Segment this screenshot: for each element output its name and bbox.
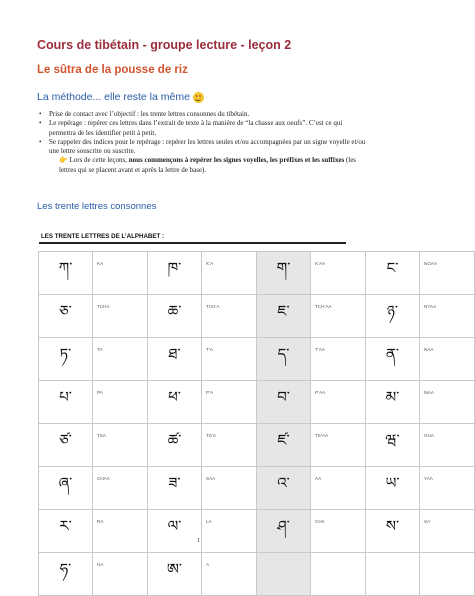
transliteration-cell: T’A (202, 338, 257, 381)
smiley-icon (193, 92, 204, 103)
transliteration-cell: TCHA (93, 295, 148, 338)
tibetan-letter-cell: ཇ་ (257, 295, 311, 338)
table-row (39, 252, 475, 295)
table-row (39, 295, 475, 338)
tibetan-letter-cell: ཅ་ (39, 295, 93, 338)
tibetan-letter-cell: ཛ་ (257, 424, 311, 467)
transliteration-cell: NGAA (420, 252, 475, 295)
table-row (39, 381, 475, 424)
transliteration-cell: NYAA (420, 295, 475, 338)
tibetan-letter-cell: ཧ་ (39, 553, 93, 596)
transliteration-cell: CHA (311, 510, 366, 553)
tibetan-letter-cell: ང་ (366, 252, 420, 295)
section-subtitle: Le sûtra de la pousse de riz (37, 64, 188, 76)
transliteration-cell: OUA (420, 424, 475, 467)
tibetan-letter-cell: ཨ་ (148, 553, 202, 596)
table-row (39, 553, 475, 596)
table-row (39, 467, 475, 510)
transliteration-cell: K’AA (311, 252, 366, 295)
tibetan-letter-cell: ན་ (366, 338, 420, 381)
tibetan-letter-cell: ཁ་ (148, 252, 202, 295)
transliteration-cell: K’A (202, 252, 257, 295)
tibetan-letter-cell: ཀ་ (39, 252, 93, 295)
transliteration-cell: TA (93, 338, 148, 381)
transliteration-cell (311, 553, 366, 596)
alphabet-table (38, 251, 475, 596)
table-row (39, 338, 475, 381)
tibetan-letter-cell: ཝ་ (366, 424, 420, 467)
tibetan-letter-cell: ཟ་ (148, 467, 202, 510)
tibetan-letter-cell: ར་ (39, 510, 93, 553)
tibetan-letter-cell: ས་ (366, 510, 420, 553)
note-text-bold: nous commençons à repérer les signes voyelles, les préfixes et les suffixes (128, 156, 345, 165)
bullet-item: • Prise de contact avec l’objectif : les trente lettres consonnes du tibétain. (37, 110, 367, 119)
tibetan-letter-cell (257, 553, 311, 596)
transliteration-cell: CHAA (93, 467, 148, 510)
table-row (39, 424, 475, 467)
transliteration-cell: P’AA (311, 381, 366, 424)
tibetan-letter-cell: ལ་ (148, 510, 202, 553)
tibetan-letter-cell: ཕ་ (148, 381, 202, 424)
tibetan-letter-cell: ཙ་ (39, 424, 93, 467)
lesson-note (37, 156, 367, 175)
table-title-rule (39, 242, 346, 244)
transliteration-cell: SA (420, 510, 475, 553)
transliteration-cell: YAA (420, 467, 475, 510)
tibetan-letter-cell: མ་ (366, 381, 420, 424)
transliteration-cell: KA (93, 252, 148, 295)
transliteration-cell: SAA (202, 467, 257, 510)
method-heading-text: La méthode... elle reste la même (37, 91, 190, 103)
note-text-start: Lors de cette leçons, (67, 156, 129, 165)
page-number: 1 (197, 538, 200, 544)
transliteration-cell: RA (93, 510, 148, 553)
consonants-heading: Les trente lettres consonnes (37, 201, 157, 212)
tibetan-letter-cell: ཐ་ (148, 338, 202, 381)
table-row (39, 510, 475, 553)
method-heading (37, 91, 204, 103)
tibetan-letter-cell (366, 553, 420, 596)
tibetan-letter-cell: ག་ (257, 252, 311, 295)
transliteration-cell: TCH’A (202, 295, 257, 338)
tibetan-letter-cell: ད་ (257, 338, 311, 381)
tibetan-letter-cell: འ་ (257, 467, 311, 510)
table-title: LES TRENTE LETTRES DE L’ALPHABET : (41, 233, 165, 240)
transliteration-cell: NAA (420, 338, 475, 381)
transliteration-cell: TS’A (202, 424, 257, 467)
method-bullet-list (37, 110, 367, 175)
bullet-item: • Le repérage : repérer ces lettres dans l’extrait de texte à la manière de “la chasse aux oeufs”. C’est ce qui permettra de les identifier petit à petit. (37, 119, 367, 138)
transliteration-cell (420, 553, 475, 596)
bullet-item: • Se rappeler des indices pour le repérage : repérer les lettres seules et/ou accompagnées par un signe voyelle et/ou une lettre souscrite ou suscrite. (37, 138, 367, 157)
tibetan-letter-cell: ཏ་ (39, 338, 93, 381)
tibetan-letter-cell: ཆ་ (148, 295, 202, 338)
transliteration-cell: AA (311, 467, 366, 510)
tibetan-letter-cell: ཤ་ (257, 510, 311, 553)
tibetan-letter-cell: ཡ་ (366, 467, 420, 510)
tibetan-letter-cell: པ་ (39, 381, 93, 424)
transliteration-cell: LA (202, 510, 257, 553)
tibetan-letter-cell: བ་ (257, 381, 311, 424)
tibetan-letter-cell: ཞ་ (39, 467, 93, 510)
tibetan-letter-cell: ཉ་ (366, 295, 420, 338)
pointing-hand-icon: 👉 (59, 156, 68, 165)
transliteration-cell: HA (93, 553, 148, 596)
transliteration-cell: TS’AA (311, 424, 366, 467)
transliteration-cell: TCH’AA (311, 295, 366, 338)
transliteration-cell: P’A (202, 381, 257, 424)
transliteration-cell: MAA (420, 381, 475, 424)
tibetan-letter-cell: ཚ་ (148, 424, 202, 467)
transliteration-cell: A (202, 553, 257, 596)
transliteration-cell: TSA (93, 424, 148, 467)
transliteration-cell: PA (93, 381, 148, 424)
note-text-end: (les lettres qui se placent avant et après la lettre de base). (59, 156, 357, 174)
page-title: Cours de tibétain - groupe lecture - leçon 2 (37, 38, 292, 52)
transliteration-cell: T’AA (311, 338, 366, 381)
